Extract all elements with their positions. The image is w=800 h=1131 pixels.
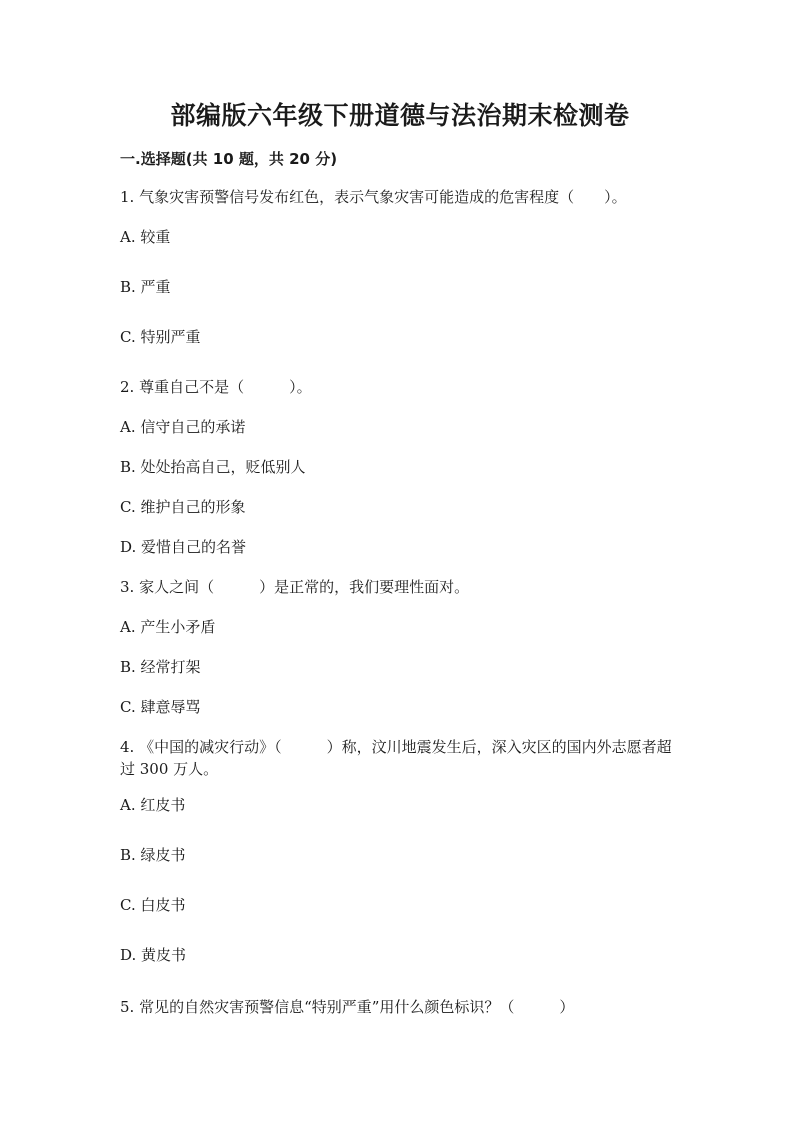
question-2-option-c: C. 维护自己的形象 [120,498,246,516]
question-2-option-a: A. 信守自己的承诺 [120,418,246,436]
question-3: 3. 家人之间（ ）是正常的，我们要理性面对。 [120,578,470,596]
page-title: 部编版六年级下册道德与法治期末检测卷 [170,101,630,130]
question-2: 2. 尊重自己不是（ ）。 [120,378,312,396]
question-1-option-c: C. 特别严重 [120,328,201,346]
question-4: 4. 《中国的减灾行动》（ ）称，汶川地震发生后，深入灾区的国内外志愿者超过 300 万人。 [120,738,672,778]
question-3-option-b: B. 经常打架 [120,658,201,676]
question-3-option-a: A. 产生小矛盾 [120,618,216,636]
question-4-option-a: A. 红皮书 [120,796,186,814]
question-4-option-b: B. 绿皮书 [120,846,186,864]
question-2-option-d: D. 爱惜自己的名誉 [120,538,247,556]
question-4-option-c: C. 白皮书 [120,896,186,914]
question-1: 1. 气象灾害预警信号发布红色，表示气象灾害可能造成的危害程度（ ）。 [120,188,627,206]
question-2-option-b: B. 处处抬高自己，贬低别人 [120,458,306,476]
question-4-option-d: D. 黄皮书 [120,946,187,964]
section-heading: 一.选择题(共 10 题，共 20 分) [120,150,338,168]
question-1-option-a: A. 较重 [120,228,171,246]
question-3-option-c: C. 肆意辱骂 [120,698,201,716]
question-5: 5. 常见的自然灾害预警信息“特别严重”用什么颜色标识？（ ） [120,998,575,1016]
question-1-option-b: B. 严重 [120,278,171,296]
